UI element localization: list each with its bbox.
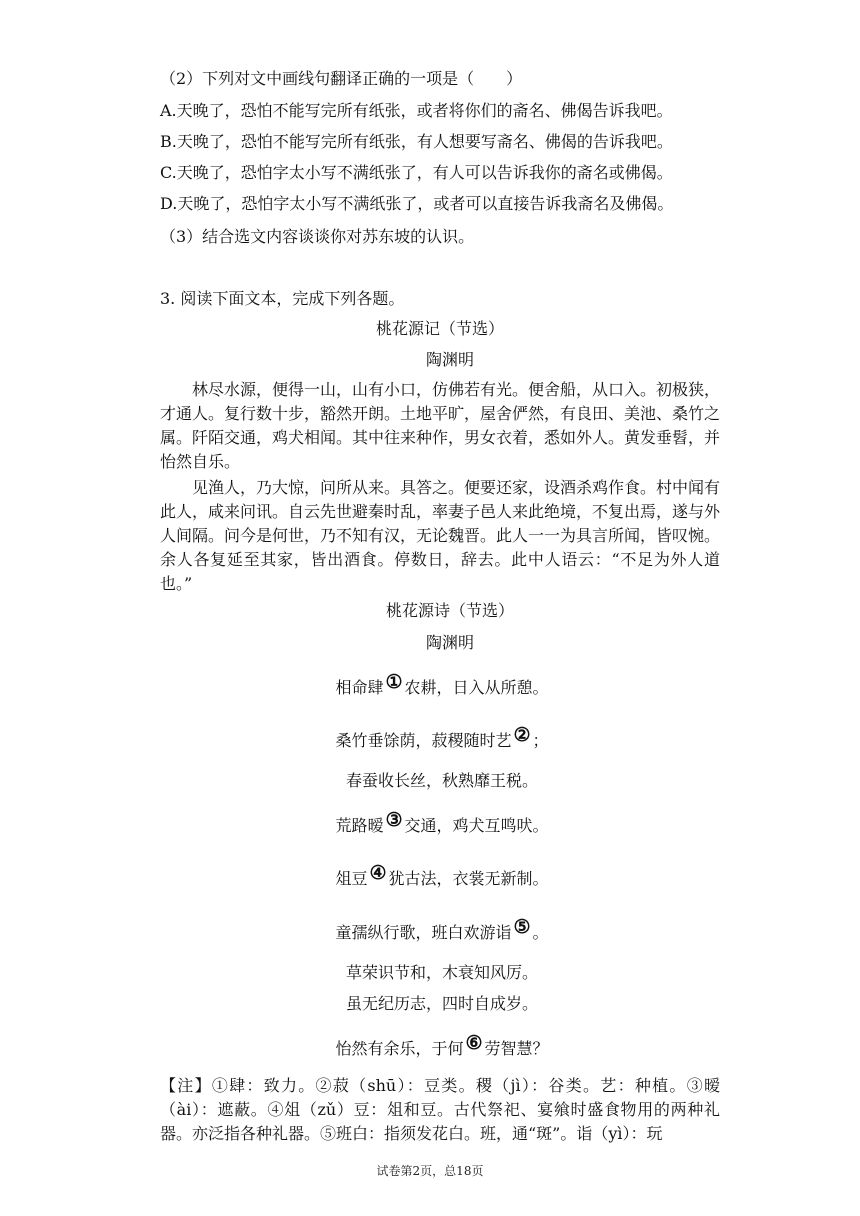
poem-line (0, 724, 860, 751)
text2-title: 桃花源诗（节选） (385, 601, 514, 620)
poem-line (0, 991, 860, 1014)
poem-line (0, 960, 860, 983)
poem-notes: 【注】①肆：致力。②菽（shū）：豆类。稷（jì）：谷类。艺：种植。③暧（ài）：遮蔽。④俎（zǔ）豆：俎和豆。古代祭祀、宴飨时盛食物用的两种礼器。亦泛指各种礼器。⑤班白：指须发花白。班，通“斑”。诣（yì）：玩 (160, 1076, 720, 1143)
poem-text: 春蚕收长丝，秋熟靡王税。 (345, 771, 538, 790)
option-a: A.天晚了，恐怕不能写完所有纸张，或者将你们的斋名、佛偈告诉我吧。 (160, 101, 673, 120)
poem-text: 俎豆 (335, 869, 368, 888)
poem-text: 劳智慧？ (484, 1039, 549, 1058)
annotation-marker: ① (385, 671, 403, 693)
option-d: D.天晚了，恐怕字太小写不满纸张了，或者可以直接告诉我斋名及佛偈。 (160, 194, 674, 213)
annotation-marker: ③ (385, 809, 403, 831)
option-c: C.天晚了，恐怕字太小写不满纸张了，有人可以告诉我你的斋名或佛偈。 (160, 163, 673, 182)
poem-text: 。 (532, 923, 549, 942)
annotation-marker: ⑥ (465, 1032, 483, 1054)
poem-line (0, 671, 860, 698)
poem-text: 怡然有余乐，于何 (335, 1039, 464, 1058)
poem-line (0, 916, 860, 943)
option-b: B.天晚了，恐怕不能写完所有纸张，有人想要写斋名、佛偈的告诉我吧。 (160, 132, 673, 151)
poem-text: 桑竹垂馀荫，菽稷随时艺 (335, 731, 512, 750)
text2-author: 陶渊明 (425, 633, 474, 652)
annotation-marker: ② (513, 724, 531, 746)
poem-line (0, 1032, 860, 1059)
annotation-marker: ⑤ (513, 916, 531, 938)
poem-text: 交通，鸡犬互鸣吠。 (404, 816, 549, 835)
text1-author: 陶渊明 (425, 350, 474, 369)
question-3-sub: （3）结合选文内容谈谈你对苏东坡的认识。 (160, 227, 475, 246)
poem-text: 荒路暧 (335, 816, 384, 835)
poem-line (0, 862, 860, 889)
poem-text: 犹古法，衣裳无新制。 (388, 869, 549, 888)
text1-paragraph-1: 林尽水源，便得一山，山有小口，仿佛若有光。便舍船，从口入。初极狭，才通人。复行数十步，豁然开朗。土地平旷，屋舍俨然，有良田、美池、桑竹之属。阡陌交通，鸡犬相闻。其中往来种作，男女衣着，悉如外人。黄发垂髫，并怡然自乐。 (160, 380, 721, 471)
question-2-stem: （2）下列对文中画线句翻译正确的一项是（ ） (160, 69, 523, 88)
poem-text: ； (532, 731, 549, 750)
poem-text: 草荣识节和，木衰知风厉。 (345, 963, 538, 982)
poem-text: 虽无纪历志，四时自成岁。 (345, 994, 538, 1013)
section-3-intro: 3. 阅读下面文本，完成下列各题。 (160, 289, 405, 308)
text1-title: 桃花源记（节选） (375, 319, 504, 338)
text1-paragraph-2: 见渔人，乃大惊，问所从来。具答之。便要还家，设酒杀鸡作食。村中闻有此人，咸来问讯。自云先世避秦时乱，率妻子邑人来此绝境，不复出焉，遂与外人间隔。问今是何世，乃不知有汉，无论魏晋。此人一一为具言所闻，皆叹惋。余人各复延至其家，皆出酒食。停数日，辞去。此中人语云：“不足为外人道也。” (160, 478, 721, 593)
annotation-marker: ④ (369, 862, 387, 884)
poem-line (0, 809, 860, 836)
poem-line (0, 768, 860, 791)
poem-text: 相命肆 (335, 678, 384, 697)
poem-text: 农耕，日入从所憩。 (404, 678, 549, 697)
poem-text: 童孺纵行歌，班白欢游诣 (335, 923, 512, 942)
page-footer: 试卷第2页，总18页 (376, 1164, 484, 1178)
